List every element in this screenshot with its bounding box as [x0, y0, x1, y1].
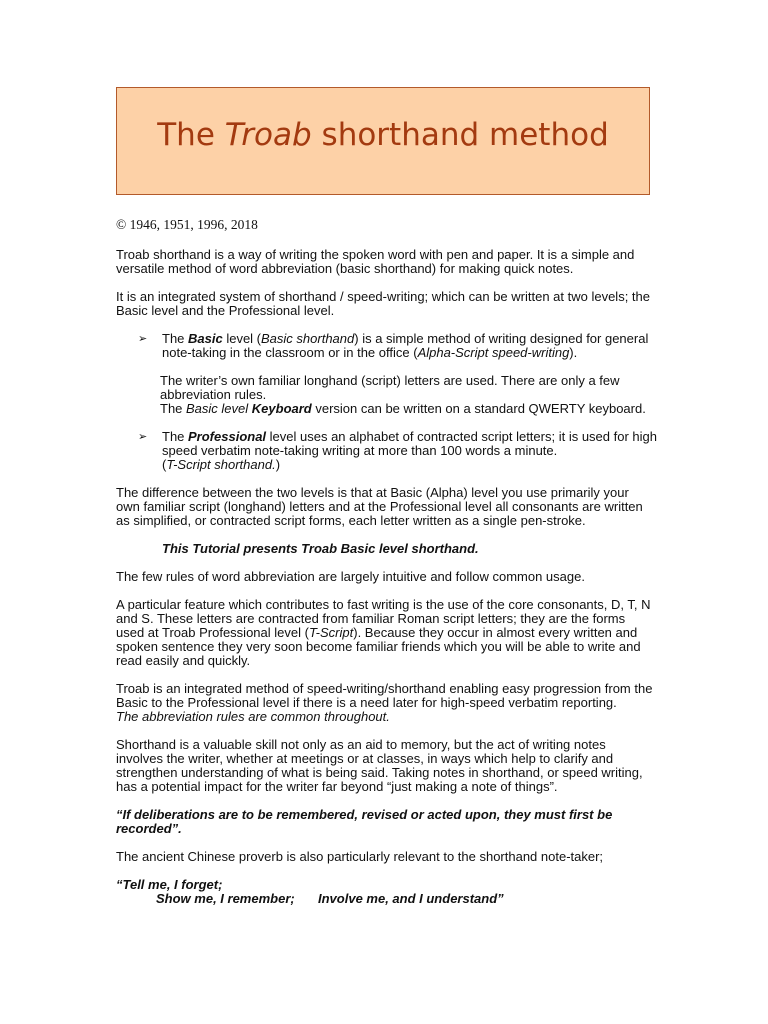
title-banner [116, 87, 650, 195]
intro-paragraph-2: It is an integrated system of shorthand / speed-writing; which can be written at two levels; the Basic level and the Professional level. [116, 289, 650, 318]
proverb-intro: The ancient Chinese proverb is also particularly relevant to the shorthand note-taker; [116, 849, 604, 864]
feature-paragraph [116, 598, 656, 668]
prof-s3: level uses an alphabet of contracted script letters; it is used for high speed verbatim note-taking writing at more than 100 words a minute. [162, 429, 657, 458]
basic-note-2 [160, 402, 660, 416]
proverb-line-2b: Involve me, and I understand” [318, 891, 504, 906]
tutorial-statement: This Tutorial presents Troab Basic level shorthand. [162, 541, 479, 556]
prof-s2: Professional [188, 429, 267, 444]
integrated-paragraph [116, 682, 656, 724]
basic-s1: The [162, 331, 189, 346]
basic-s2: Basic [188, 331, 223, 346]
basic-s3: level ( [222, 331, 262, 346]
title-part-2: Troab [224, 117, 312, 153]
prof-s6: ) [275, 457, 281, 472]
basic-s7: ). [569, 345, 578, 360]
professional-level-text [162, 430, 658, 472]
title-part-1: The [157, 117, 225, 153]
proverb-line-2a: Show me, I remember; [156, 891, 295, 906]
feature-s3: ). Because they occur in almost every written and spoken sentence they very soon become familiar friends which you will be able to write and read easily and quickly. [116, 625, 641, 668]
valuable-paragraph: Shorthand is a valuable skill not only as an aid to memory, but the act of writing notes involves the writer, whether at meetings or at classes, in ways which help to clarify and strengthen understanding of what is being said. Taking notes in shorthand, or speed writing, has a potential impact for the writer far beyond “just making a note of things”. [116, 737, 643, 794]
proverb-line-1: “Tell me, I forget; [116, 877, 223, 892]
basic-s4: Basic shorthand [261, 331, 355, 346]
prof-s4: ( [162, 457, 167, 472]
page-title [157, 117, 609, 153]
note2-s4: Keyboard [251, 401, 312, 416]
title-part-3: shorthand method [311, 117, 609, 153]
prof-s1: The [162, 429, 189, 444]
note2-s1: The [160, 401, 187, 416]
integrated-s1: Troab is an integrated method of speed-writing/shorthand enabling easy progression from the Basic to the Professional level if there is a need later for high-speed verbatim reporting. [116, 681, 653, 710]
basic-s5: ) is a simple method of writing designed for general note-taking in the classroom or in the office ( [162, 331, 649, 360]
copyright-line: © 1946, 1951, 1996, 2018 [116, 217, 258, 232]
rules-paragraph: The few rules of word abbreviation are largely intuitive and follow common usage. [116, 569, 585, 584]
note2-s5: version can be written on a standard QWERTY keyboard. [311, 401, 646, 416]
prof-s5: T-Script shorthand. [166, 457, 276, 472]
feature-s1: A particular feature which contributes to fast writing is the use of the core consonants, D, T, N and S. These letters are contracted from familiar Roman script letters; they are the forms used at Troab Professional level ( [116, 597, 651, 640]
basic-level-text [162, 332, 658, 360]
intro-paragraph-1: Troab shorthand is a way of writing the spoken word with pen and paper. It is a simple and versatile method of word abbreviation (basic shorthand) for making quick notes. [116, 247, 635, 276]
feature-s2: T-Script [308, 625, 354, 640]
note2-s2: Basic level [186, 401, 249, 416]
difference-paragraph: The difference between the two levels is that at Basic (Alpha) level you use primarily your own familiar script (longhand) letters and at the Professional level all consonants are written as simplified, or contracted script forms, each letter written as a single pen-stroke. [116, 485, 643, 528]
integrated-s2: The abbreviation rules are common throughout. [116, 709, 390, 724]
basic-s6: Alpha-Script speed-writing [417, 345, 570, 360]
quote-paragraph: “If deliberations are to be remembered, revised or acted upon, they must first be recorded”. [116, 807, 613, 836]
arrow-bullet-icon: ➢ [138, 333, 148, 345]
arrow-bullet-icon: ➢ [138, 431, 148, 443]
basic-note-1: The writer’s own familiar longhand (script) letters are used. There are only a few abbreviation rules. [160, 373, 620, 402]
